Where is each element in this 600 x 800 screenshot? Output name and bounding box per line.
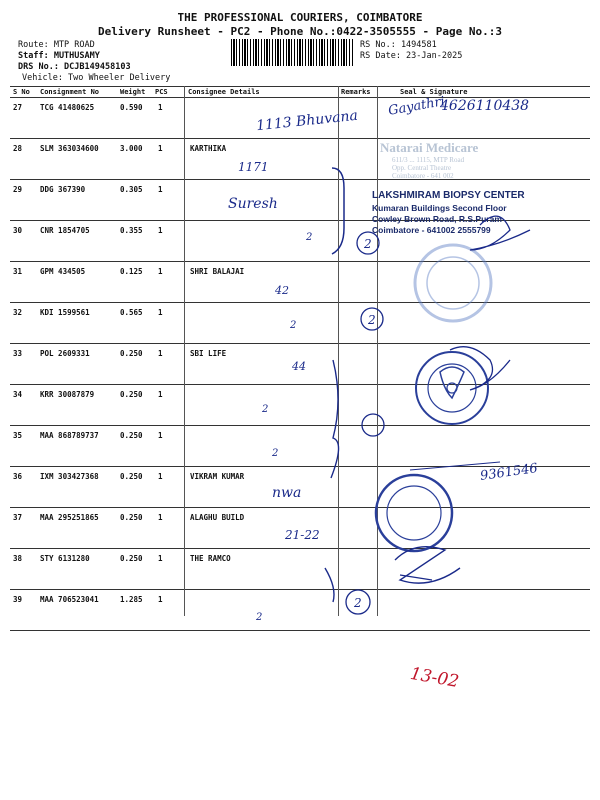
row-pcs: 1 xyxy=(158,267,163,276)
row-pcs: 1 xyxy=(158,513,163,522)
col-remarks: Remarks xyxy=(341,88,371,96)
row-consignment-no: DDG 367390 xyxy=(40,185,86,194)
row-weight: 0.305 xyxy=(120,185,143,194)
row-consignment-no: SLM 363034600 xyxy=(40,144,99,153)
row-sno: 37 xyxy=(13,513,23,522)
row-consignment-no: IXM 303427368 xyxy=(40,472,99,481)
col-sno: S No xyxy=(13,88,30,96)
row-sno: 28 xyxy=(13,144,23,153)
row-sno: 35 xyxy=(13,431,23,440)
row-sno: 31 xyxy=(13,267,23,276)
row-weight: 0.250 xyxy=(120,472,143,481)
col-seal-signature: Seal & Signature xyxy=(400,88,468,96)
row-weight: 0.355 xyxy=(120,226,143,235)
hw-row29-note: Suresh xyxy=(228,196,278,212)
svg-text:2: 2 xyxy=(368,313,376,327)
stamp-phone: 2555799 xyxy=(457,225,491,235)
row-consignment-no: MAA 706523041 xyxy=(40,595,99,604)
row-pcs: 1 xyxy=(158,595,163,604)
row-weight: 0.125 xyxy=(120,267,143,276)
row-weight: 0.250 xyxy=(120,431,143,440)
row-sno: 32 xyxy=(13,308,23,317)
hw-row27-phone: 4626110438 xyxy=(440,98,530,114)
hw-row31-note: 42 xyxy=(275,284,289,297)
hw-row33-note: 44 xyxy=(292,360,306,373)
hw-row27-note: 1113 Bhuvana xyxy=(255,107,359,135)
col-consignee: Consignee Details xyxy=(188,88,260,96)
row-sno: 33 xyxy=(13,349,23,358)
runsheet-subtitle: Delivery Runsheet - PC2 - Phone No.:0422-3505555 - Page No.:3 xyxy=(98,25,502,38)
stamp-address-2: Cowley Brown Road, R.S.Puram xyxy=(372,214,502,224)
row-consignee: VIKRAM KUMAR xyxy=(190,472,245,481)
row-consignee: KARTHIKA xyxy=(190,144,227,153)
row-consignment-no: GPM 434505 xyxy=(40,267,86,276)
row-weight: 0.250 xyxy=(120,349,143,358)
row-sno: 39 xyxy=(13,595,23,604)
row-pcs: 1 xyxy=(158,390,163,399)
row-weight: 0.250 xyxy=(120,390,143,399)
col-weight: Weight xyxy=(120,88,146,96)
col-consignment: Consignment No xyxy=(40,88,100,96)
rs-number: RS No.: 1494581 xyxy=(360,40,437,50)
svg-text:2: 2 xyxy=(262,404,269,415)
route-label: Route: MTP ROAD xyxy=(18,40,95,50)
stamp-address-1: Kumaran Buildings Second Floor xyxy=(372,203,507,213)
row-consignment-no: KDI 1599561 xyxy=(40,308,90,317)
row-weight: 0.250 xyxy=(120,554,143,563)
vehicle-label: Vehicle: Two Wheeler Delivery xyxy=(22,73,171,83)
row-consignee: SHRI BALAJAI xyxy=(190,267,245,276)
hw-row36-note: nwa xyxy=(272,485,302,501)
row-weight: 1.285 xyxy=(120,595,143,604)
row-consignment-no: CNR 1854705 xyxy=(40,226,90,235)
row-weight: 0.250 xyxy=(120,513,143,522)
row-consignment-no: KRR 30087879 xyxy=(40,390,95,399)
svg-text:2: 2 xyxy=(364,237,372,251)
natraj-stamp-address: 611/3 ... 1115, MTP Road Opp. Central Theatre Coimbatore - 641 002 xyxy=(392,156,465,180)
hw-row36-phone: 9361546 xyxy=(479,461,539,484)
hw-row37-note: 21-22 xyxy=(285,528,320,542)
row-pcs: 1 xyxy=(158,144,163,153)
row-consignee: THE RAMCO xyxy=(190,554,231,563)
row-weight: 0.590 xyxy=(120,103,143,112)
svg-text:2: 2 xyxy=(354,596,362,610)
row-pcs: 1 xyxy=(158,103,163,112)
faded-round-stamp xyxy=(415,245,491,321)
svg-text:2: 2 xyxy=(256,612,263,623)
row-sno: 27 xyxy=(13,103,23,112)
row-pcs: 1 xyxy=(158,349,163,358)
col-pcs: PCS xyxy=(155,88,168,96)
drs-number: DRS No.: DCJB149458103 xyxy=(18,62,131,72)
svg-text:2: 2 xyxy=(306,232,313,243)
row-weight: 3.000 xyxy=(120,144,143,153)
row-pcs: 1 xyxy=(158,472,163,481)
rs-date: RS Date: 23-Jan-2025 xyxy=(360,51,463,61)
row-sno: 38 xyxy=(13,554,23,563)
row-consignment-no: POL 2609331 xyxy=(40,349,90,358)
hw-row28-note: 1171 xyxy=(238,160,269,174)
row-sno: 29 xyxy=(13,185,23,194)
row-consignment-no: STY 6131280 xyxy=(40,554,90,563)
row-pcs: 1 xyxy=(158,431,163,440)
row-pcs: 1 xyxy=(158,308,163,317)
hw-row27-sign: Gayathri xyxy=(387,94,447,119)
stamp-address-3: Coimbatore - 641002 xyxy=(372,225,456,235)
row-sno: 34 xyxy=(13,390,23,399)
row-consignee: ALAGHU BUILD xyxy=(190,513,245,522)
row-pcs: 1 xyxy=(158,554,163,563)
hw-bottom-note: 13-02 xyxy=(408,663,461,693)
row-pcs: 1 xyxy=(158,226,163,235)
staff-label: Staff: MUTHUSAMY xyxy=(18,51,100,61)
row-consignment-no: MAA 295251865 xyxy=(40,513,99,522)
svg-text:2: 2 xyxy=(290,320,297,331)
row-sno: 36 xyxy=(13,472,23,481)
private-limited-round-stamp xyxy=(376,475,452,551)
company-title: THE PROFESSIONAL COURIERS, COIMBATORE xyxy=(177,11,423,24)
row-consignment-no: TCG 41480625 xyxy=(40,103,95,112)
stamp-name: LAKSHMIRAM BIOPSY CENTER xyxy=(372,190,525,201)
row-pcs: 1 xyxy=(158,185,163,194)
row-consignee: SBI LIFE xyxy=(190,349,227,358)
svg-text:2: 2 xyxy=(272,448,279,459)
row-consignment-no: MAA 868789737 xyxy=(40,431,99,440)
natraj-stamp: Natarai Medicare xyxy=(380,140,479,155)
row-sno: 30 xyxy=(13,226,23,235)
row-weight: 0.565 xyxy=(120,308,143,317)
